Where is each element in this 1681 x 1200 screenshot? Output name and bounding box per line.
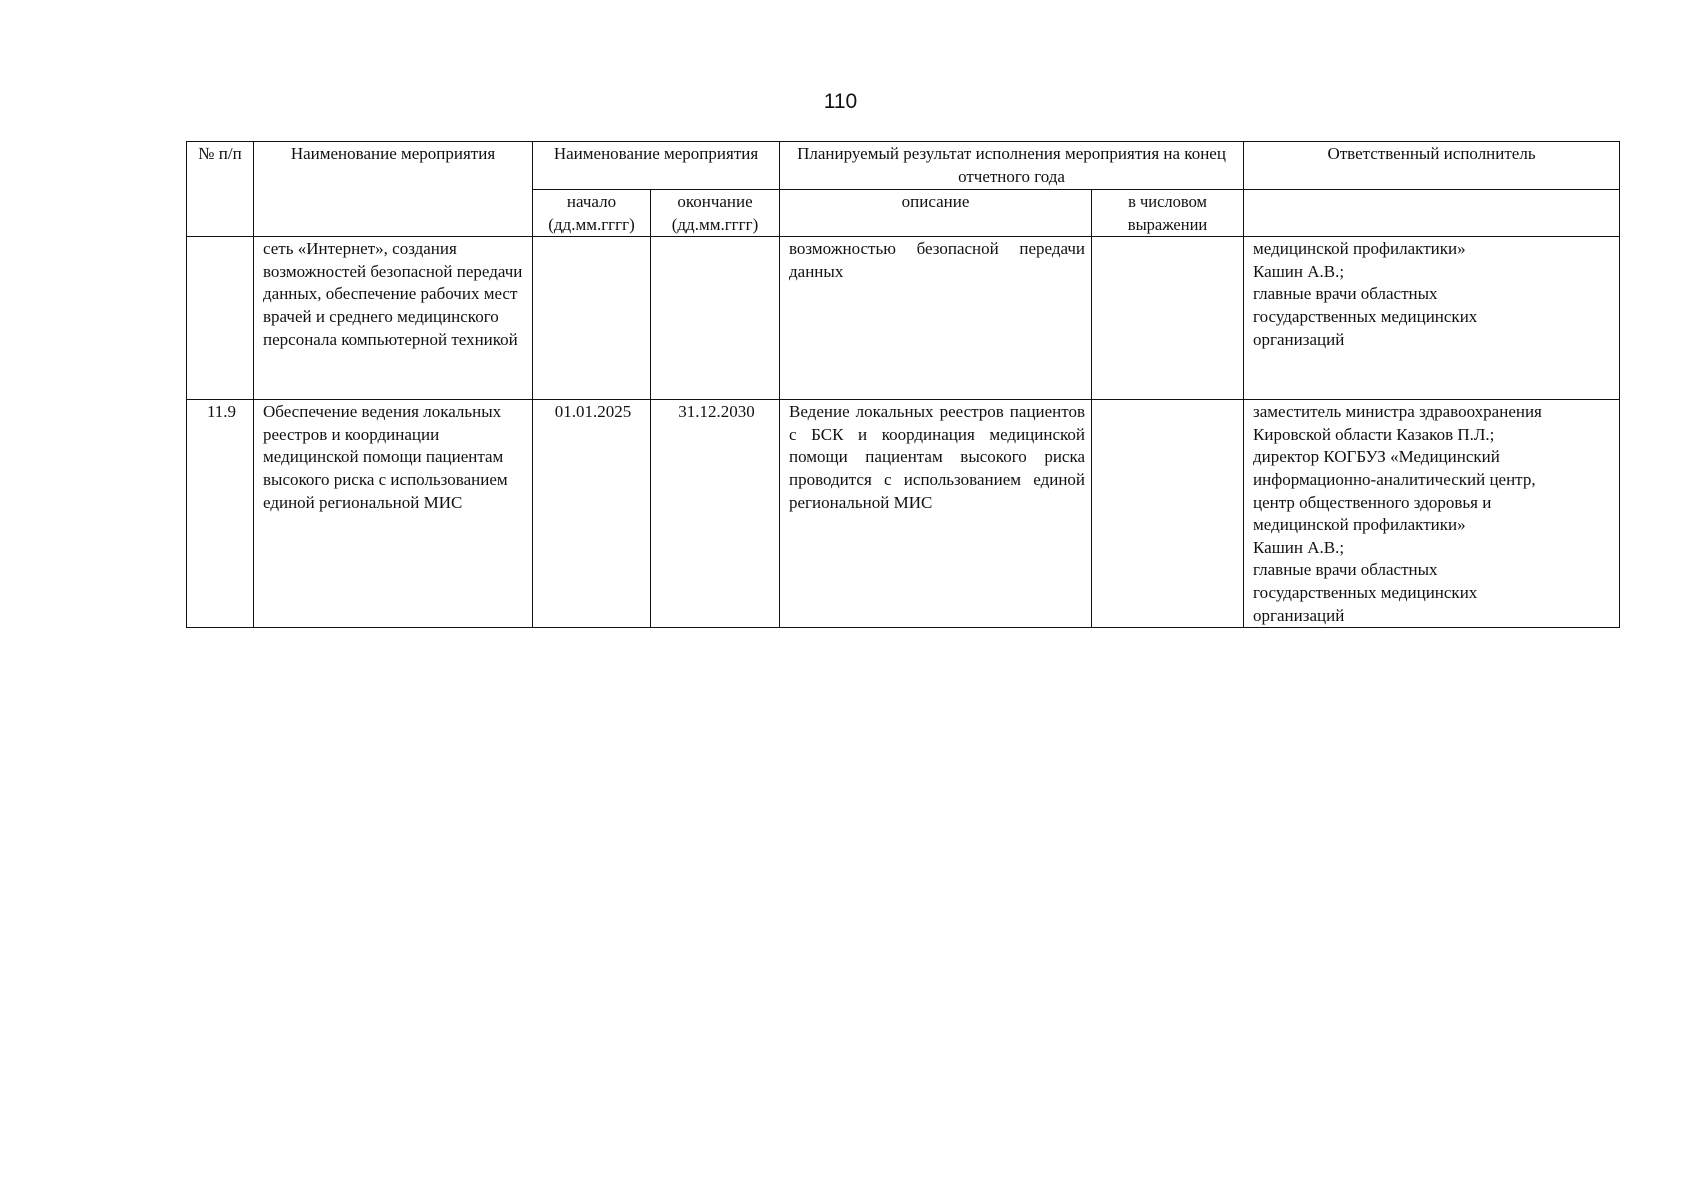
row-numeric (1092, 237, 1244, 400)
header-description: описание (780, 190, 1092, 237)
header-result-group: Планируемый результат исполнения мероприятия на конец отчетного года (780, 142, 1244, 190)
executor-line: организаций (1253, 329, 1345, 349)
executor-line: государственных медицинских (1253, 306, 1478, 326)
row-executor (1244, 237, 1620, 400)
header-end: окончание (дд.мм.гггг) (651, 190, 780, 237)
table-row (187, 237, 1620, 400)
header-executor-empty (1244, 190, 1620, 237)
row-name: Обеспечение ведения локальных реестров и координации медицинской помощи пациентам высокого риска с использованием единой региональной МИС (254, 400, 533, 628)
executor-line: организаций (1253, 605, 1345, 625)
activities-table (186, 141, 1620, 628)
row-name: сеть «Интернет», создания возможностей безопасной передачи данных, обеспечение рабочих мест врачей и среднего медицинского персонала компьютерной техникой (254, 237, 533, 400)
executor-line: государственных медицинских (1253, 582, 1478, 602)
executor-line: информационно-аналитический центр, (1253, 469, 1536, 489)
header-num: № п/п (187, 142, 254, 237)
executor-line: директор КОГБУЗ «Медицинский (1253, 447, 1500, 467)
row-executor (1244, 400, 1620, 628)
executor-line: главные врачи областных (1253, 284, 1438, 304)
row-description: Ведение локальных реестров пациентов с БСК и координация медицинской помощи пациентам высокого риска проводится с использованием единой региональной МИС (780, 400, 1092, 628)
executor-line: заместитель министра здравоохранения (1253, 402, 1542, 422)
table-row (187, 400, 1620, 628)
executor-line: Кашин А.В.; (1253, 261, 1345, 281)
row-end (651, 237, 780, 400)
header-name: Наименование мероприятия (254, 142, 533, 237)
executor-line: медицинской профилактики» (1253, 239, 1466, 259)
executor-line: Кашин А.В.; (1253, 537, 1345, 557)
executor-line: медицинской профилактики» (1253, 515, 1466, 535)
row-end: 31.12.2030 (651, 400, 780, 628)
row-num (187, 237, 254, 400)
row-numeric (1092, 400, 1244, 628)
page-number: 110 (823, 90, 858, 113)
executor-line: Кировской области Казаков П.Л.; (1253, 424, 1495, 444)
header-period-group: Наименование мероприятия (533, 142, 780, 190)
header-numeric: в числовом выражении (1092, 190, 1244, 237)
row-description: возможностью безопасной передачи данных (780, 237, 1092, 400)
header-executor: Ответственный исполнитель (1244, 142, 1620, 190)
row-start: 01.01.2025 (533, 400, 651, 628)
row-num: 11.9 (187, 400, 254, 628)
executor-line: центр общественного здоровья и (1253, 492, 1492, 512)
executor-line: главные врачи областных (1253, 560, 1438, 580)
header-start: начало (дд.мм.гггг) (533, 190, 651, 237)
row-start (533, 237, 651, 400)
